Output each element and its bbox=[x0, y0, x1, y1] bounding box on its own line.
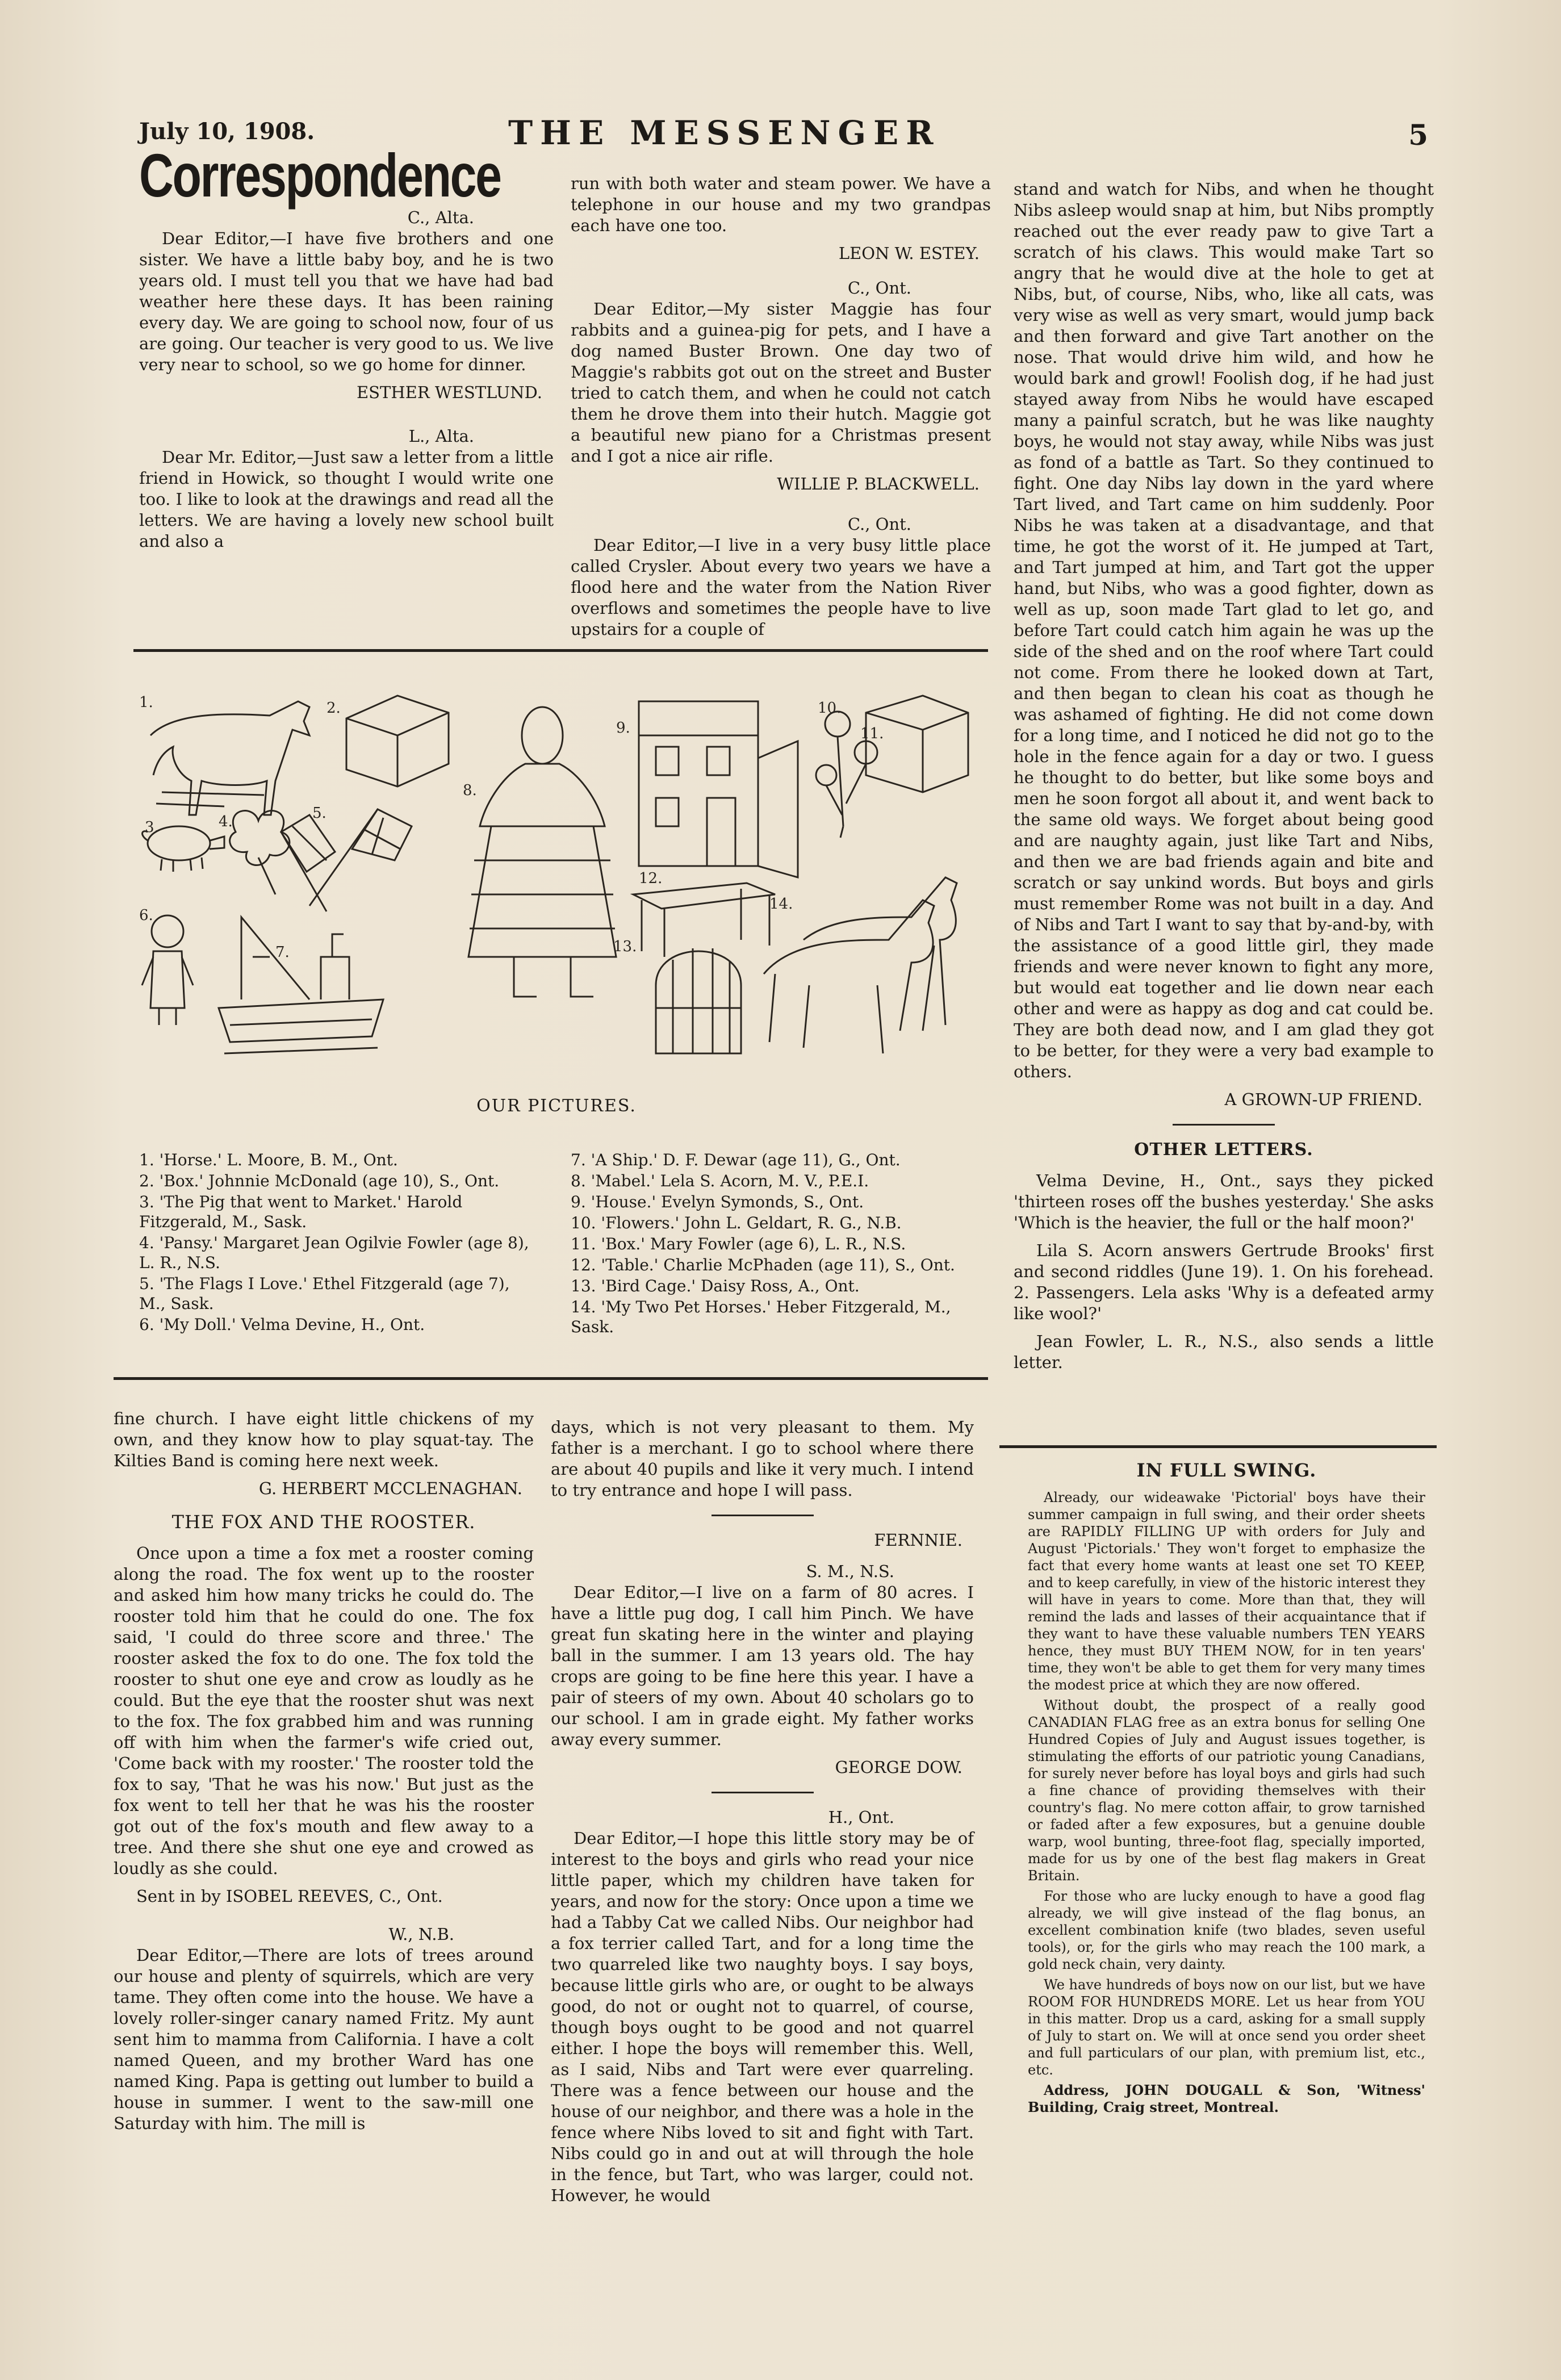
page-number: 5 bbox=[1408, 118, 1428, 152]
picture-credit: 10. 'Flowers.' John L. Geldart, R. G., N.B. bbox=[571, 1214, 902, 1232]
horizontal-rule bbox=[114, 1377, 988, 1380]
picture-credit: 6. 'My Doll.' Velma Devine, H., Ont. bbox=[139, 1315, 425, 1334]
pansy-drawing bbox=[230, 811, 290, 894]
letter-text: run with both water and steam power. We have a telephone in our house and my two grandpas each have one too. bbox=[571, 174, 991, 235]
notice-heading: IN FULL SWING. bbox=[1136, 1459, 1317, 1481]
picture-number: 5. bbox=[312, 805, 327, 822]
picture-credit: 9. 'House.' Evelyn Symonds, S., Ont. bbox=[571, 1193, 864, 1211]
newspaper-title: THE MESSENGER bbox=[508, 114, 941, 152]
doll-drawing bbox=[142, 915, 193, 1025]
horizontal-rule bbox=[133, 649, 988, 652]
letter-signature: GEORGE DOW. bbox=[835, 1758, 962, 1777]
letter-text: Dear Editor,—I live in a very busy little place called Crysler. About every two years we have a flood here and the water from the Nation River overflows and sometimes the people have to live upstairs for a couple of bbox=[571, 536, 991, 639]
letter-place: W., N.B. bbox=[388, 1925, 454, 1944]
pictures-list-right bbox=[571, 1150, 980, 1338]
lower-column-1 bbox=[114, 1408, 534, 2141]
table-drawing bbox=[633, 883, 775, 957]
letters-column-3 bbox=[1014, 179, 1434, 1380]
picture-credit: 3. 'The Pig that went to Market.' Harold Fitzgerald, M., Sask. bbox=[139, 1193, 463, 1231]
notice-paragraph: Without doubt, the prospect of a really good CANADIAN FLAG free as an extra bonus for selling One Hundred Copies of July and August issues together, is stimulating the efforts of our patriotic young Canadians, for surely never before has loyal boys and girls had such a fine chance of providing themselves with their country's flag. No mere cotton affair, to grow tarnished or faded after a few exposures, but a genuine double warp, wool bunting, three-foot flag, specially imported, made for us by one of the best flag makers in Great Britain. bbox=[1028, 1697, 1425, 1884]
letter-signature: A GROWN-UP FRIEND. bbox=[1224, 1090, 1422, 1109]
other-letters-heading: OTHER LETTERS. bbox=[1134, 1140, 1313, 1160]
letter-text: Dear Editor,—My sister Maggie has four rabbits and a guinea-pig for pets, and I have a dog named Buster Brown. One day two of Maggie's rabbits got out on the street and Buster tried to catch them, and when he could not catch them he drove them into their hutch. Maggie got a beautiful new piano for a Christmas present and I got a nice air rifle. bbox=[571, 299, 991, 466]
house-drawing bbox=[639, 701, 798, 877]
story-heading: THE FOX AND THE ROOSTER. bbox=[171, 1511, 476, 1533]
picture-number: 12. bbox=[639, 870, 663, 887]
letters-column-2 bbox=[571, 173, 991, 647]
story-credit: Sent in by ISOBEL REEVES, C., Ont. bbox=[136, 1887, 443, 1906]
letter-place: H., Ont. bbox=[828, 1808, 894, 1827]
picture-number: 4. bbox=[219, 813, 233, 830]
picture-number: 7. bbox=[275, 944, 290, 961]
in-full-swing-notice bbox=[1028, 1459, 1425, 2119]
picture-credit: 1. 'Horse.' L. Moore, B. M., Ont. bbox=[139, 1151, 398, 1169]
notice-paragraph: Already, our wideawake 'Pictorial' boys have their summer campaign in full swing, and their order sheets are RAPIDLY FILLING UP with orders for July and August 'Pictorials.' They won't forget to emphasize the fact that every home wants at least one set TO KEEP, and to keep carefully, in view of the historic interest they will have in years to come. More than that, they will remind the lads and lasses of their acquaintance that if they want to have these valuable numbers TEN YEARS hence, they must BUY THEM NOW, for in ten years' time, they won't be able to get them for very many times the modest price at which they are now offered. bbox=[1028, 1490, 1425, 1693]
letter-text: Dear Editor,—I live on a farm of 80 acres. I have a little pug dog, I call him Pinch. We have great fun skating here in the winter and playing ball in the summer. I am 13 years old. The hay crops are going to be fine here this year. I have a pair of steers of my own. About 40 scholars go to our school. I am in grade eight. My father works away every summer. bbox=[551, 1583, 974, 1749]
letter-continuation: days, which is not very pleasant to them. My father is a merchant. I go to school where there are about 40 pupils and like it very much. I intend to try entrance and hope I will pass. bbox=[551, 1417, 974, 1500]
letter-place: S. M., N.S. bbox=[806, 1562, 894, 1581]
girl-drawing bbox=[468, 707, 616, 997]
letter-text: Dear Editor,—I hope this little story may be of interest to the boys and girls who read your nice little paper, which my children have taken for years, and now for the story: Once upon a time we had a Tabby Cat we called Nibs. Our neighbor had a fox terrier called Tart, and for a long time the two quarreled like two naughty boys. I say boys, because little girls who are, or ought to be always good, do not or ought not to quarrel, of course, though boys ought to be good and not quarrel either. I hope the boys will remember this. Well, as I said, Nibs and Tart were ever quarreling. There was a fence between our house and the house of our neighbor, and there was a hole in the fence where Nibs loved to sit and fight with Tart. Nibs could go in and out at will through the hole in the fence, but Tart, who was larger, could not. However, he would bbox=[551, 1829, 974, 2205]
picture-number: 2. bbox=[327, 700, 341, 717]
issue-date: July 10, 1908. bbox=[139, 118, 315, 145]
picture-number: 6. bbox=[139, 907, 153, 924]
divider bbox=[1173, 1124, 1275, 1126]
divider bbox=[712, 1792, 814, 1793]
picture-number: 10. bbox=[818, 700, 842, 717]
pictures-caption: OUR PICTURES. bbox=[476, 1096, 637, 1116]
picture-credit: 7. 'A Ship.' D. F. Dewar (age 11), G., Ont. bbox=[571, 1151, 901, 1169]
children-drawings-illustration bbox=[139, 690, 974, 1065]
letter-place: C., Alta. bbox=[407, 208, 474, 227]
picture-number: 3. bbox=[145, 819, 159, 836]
picture-credit: 2. 'Box.' Johnnie McDonald (age 10), S., Ont. bbox=[139, 1172, 500, 1190]
horizontal-rule bbox=[999, 1445, 1437, 1448]
open-box-drawing bbox=[866, 696, 968, 792]
letter-text: Dear Mr. Editor,—Just saw a letter from a little friend in Howick, so thought I would write one too. I like to look at the drawings and read all the letters. We are having a lovely new school built and also a bbox=[139, 447, 554, 551]
picture-credit: 14. 'My Two Pet Horses.' Heber Fitzgerald, M., Sask. bbox=[571, 1298, 951, 1336]
notice-paragraph: For those who are lucky enough to have a good flag already, we will give instead of the flag bonus, an excellent combination knife (two blades, seven useful tools), or, for the girls who may reach the 100 mark, a gold neck chain, very dainty. bbox=[1028, 1888, 1425, 1972]
flags-drawing bbox=[281, 809, 412, 911]
letter-continuation: fine church. I have eight little chickens of my own, and they know how to play squat-tay. The Kilties Band is coming here next week. bbox=[114, 1409, 534, 1470]
picture-number: 11. bbox=[860, 725, 884, 742]
bird-cage-drawing bbox=[656, 948, 741, 1053]
lower-column-2 bbox=[551, 1417, 974, 2213]
letter-place: C., Ont. bbox=[847, 278, 911, 298]
picture-number: 9. bbox=[616, 720, 630, 737]
letter-text: Dear Editor,—I have five brothers and one sister. We have a little baby boy, and he is two years old. I must tell you that we have had bad weather here these days. It has been raining every day. We are going to school now, four of us are going. Our teacher is very good to us. We live very near to school, so we go home for dinner. bbox=[139, 229, 554, 374]
picture-credit: 8. 'Mabel.' Lela S. Acorn, M. V., P.E.I. bbox=[571, 1172, 869, 1190]
picture-number: 1. bbox=[139, 694, 153, 711]
picture-credit: 13. 'Bird Cage.' Daisy Ross, A., Ont. bbox=[571, 1277, 860, 1295]
picture-number: 13. bbox=[613, 938, 637, 955]
other-letter: Jean Fowler, L. R., N.S., also sends a little letter. bbox=[1014, 1332, 1434, 1372]
story-text: Once upon a time a fox met a rooster coming along the road. The fox went up to the rooster and asked him how many tricks he could do. The rooster told him that he could do one. The fox said, 'I could do three score and three.' The rooster asked the fox to do one. The fox told the rooster to shut one eye and crow as loudly as he could. But the eye that the rooster shut was next to the fox. The fox grabbed him and was running off with him when the farmer's wife cried out, 'Come back with my rooster.' The rooster told the fox to say, 'That he was his now.' But just as the fox went to tell her that he was his the rooster got out of the fox's mouth and flew away to a tree. And there she shut one eye and crowed as loudly as she could. bbox=[114, 1544, 534, 1878]
section-title: Correspondence bbox=[139, 141, 501, 210]
other-letter: Velma Devine, H., Ont., says they picked 'thirteen roses off the bushes yesterday.' She asks 'Which is the heavier, the full or the half moon?' bbox=[1014, 1171, 1434, 1232]
horse-drawing bbox=[150, 701, 309, 815]
letter-place: L., Alta. bbox=[408, 426, 474, 446]
picture-credit: 11. 'Box.' Mary Fowler (age 6), L. R., N.S. bbox=[571, 1235, 906, 1253]
picture-number: 14. bbox=[769, 896, 793, 913]
letters-column-1 bbox=[139, 141, 554, 559]
letter-signature: FERNNIE. bbox=[874, 1530, 962, 1550]
letter-signature: ESTHER WESTLUND. bbox=[356, 383, 542, 402]
divider bbox=[712, 1515, 814, 1516]
ship-drawing bbox=[219, 917, 383, 1053]
story-continuation: stand and watch for Nibs, and when he thought Nibs asleep would snap at him, but Nibs promptly reached out the ever ready paw to give Tart a scratch of his claws. This would make Tart so angry that he would dive at the hole to get at Nibs, but, of course, Nibs, who, like all cats, was very wise as well as very smart, would jump back and then forward and give Tart another on the nose. That would drive him wild, and how he would bark and growl! Foolish dog, if he had just stayed away from Nibs he would have escaped many a painful scratch, but he was like naughty boys, he would not stay away, while Nibs was just as fond of a battle as Tart. So they continued to fight. One day Nibs lay down in the yard where Tart lived, and Tart came on him suddenly. Poor Nibs he was taken at a disadvantage, and that time, he got the worst of it. He jumped at Tart, and Tart jumped at him, and Tart got the upper hand, but Nibs, who was a good fighter, down as well as up, soon made Tart glad to let go, and before Tart could catch him again he was up the side of the shed and on the roof where Tart could not come. From there he looked down at Tart, and then began to clean his coat as though he was ashamed of fighting. He did not come down for a long time, and I noticed he did not go to the hole in the fence again for a day or two. I guess he thought to do better, but like some boys and men he soon forgot all about it, and went back to the same old ways. We forget about being good and are naughty again, just like Tart and Nibs, and then we are bad friends again and bite and scratch or say unkind words. But boys and girls must remember Rome was not built in a day. And of Nibs and Tart I want to say that by-and-by, with the assistance of a good little girl, they made friends and were never known to fight any more, but would eat together and lie down near each other and were as happy as dog and cat could be. They are both dead now, and I am glad they got to be better, for they were a very bad example to others. bbox=[1014, 179, 1434, 1081]
letter-signature: WILLIE P. BLACKWELL. bbox=[777, 474, 980, 493]
letter-signature: G. HERBERT MCCLENAGHAN. bbox=[258, 1479, 522, 1498]
other-letter: Lila S. Acorn answers Gertrude Brooks' first and second riddles (June 19). 1. On his forehead. 2. Passengers. Lela asks 'Why is a defeated army like wool?' bbox=[1014, 1241, 1434, 1323]
notice-paragraph: We have hundreds of boys now on our list, but we have ROOM FOR HUNDREDS MORE. Let us hear from YOU in this matter. Drop us a card, asking for a small supply of July to start on. We will at once send you order sheet and full particulars of our plan, with premium list, etc., etc. bbox=[1028, 1977, 1425, 2078]
box-drawing bbox=[346, 696, 449, 787]
pictures-list-left bbox=[139, 1150, 537, 1336]
picture-number: 8. bbox=[463, 782, 477, 799]
picture-credit: 12. 'Table.' Charlie McPhaden (age 11), S., Ont. bbox=[571, 1256, 955, 1274]
letter-text: Dear Editor,—There are lots of trees around our house and plenty of squirrels, which are very tame. They often come into the house. We have a lovely roller-singer canary named Fritz. My aunt sent him to mamma from California. I have a colt named Queen, and my brother Ward has one named King. Papa is getting out lumber to build a house in summer. I went to the saw-mill one Saturday with him. The mill is bbox=[114, 1946, 534, 2133]
letter-signature: LEON W. ESTEY. bbox=[838, 244, 980, 263]
picture-credit: 5. 'The Flags I Love.' Ethel Fitzgerald (age 7), M., Sask. bbox=[139, 1274, 510, 1313]
letter-place: C., Ont. bbox=[847, 515, 911, 534]
notice-address: Address, JOHN DOUGALL & Son, 'Witness' Building, Craig street, Montreal. bbox=[1028, 2082, 1425, 2115]
picture-credit: 4. 'Pansy.' Margaret Jean Ogilvie Fowler (age 8), L. R., N.S. bbox=[139, 1233, 529, 1272]
